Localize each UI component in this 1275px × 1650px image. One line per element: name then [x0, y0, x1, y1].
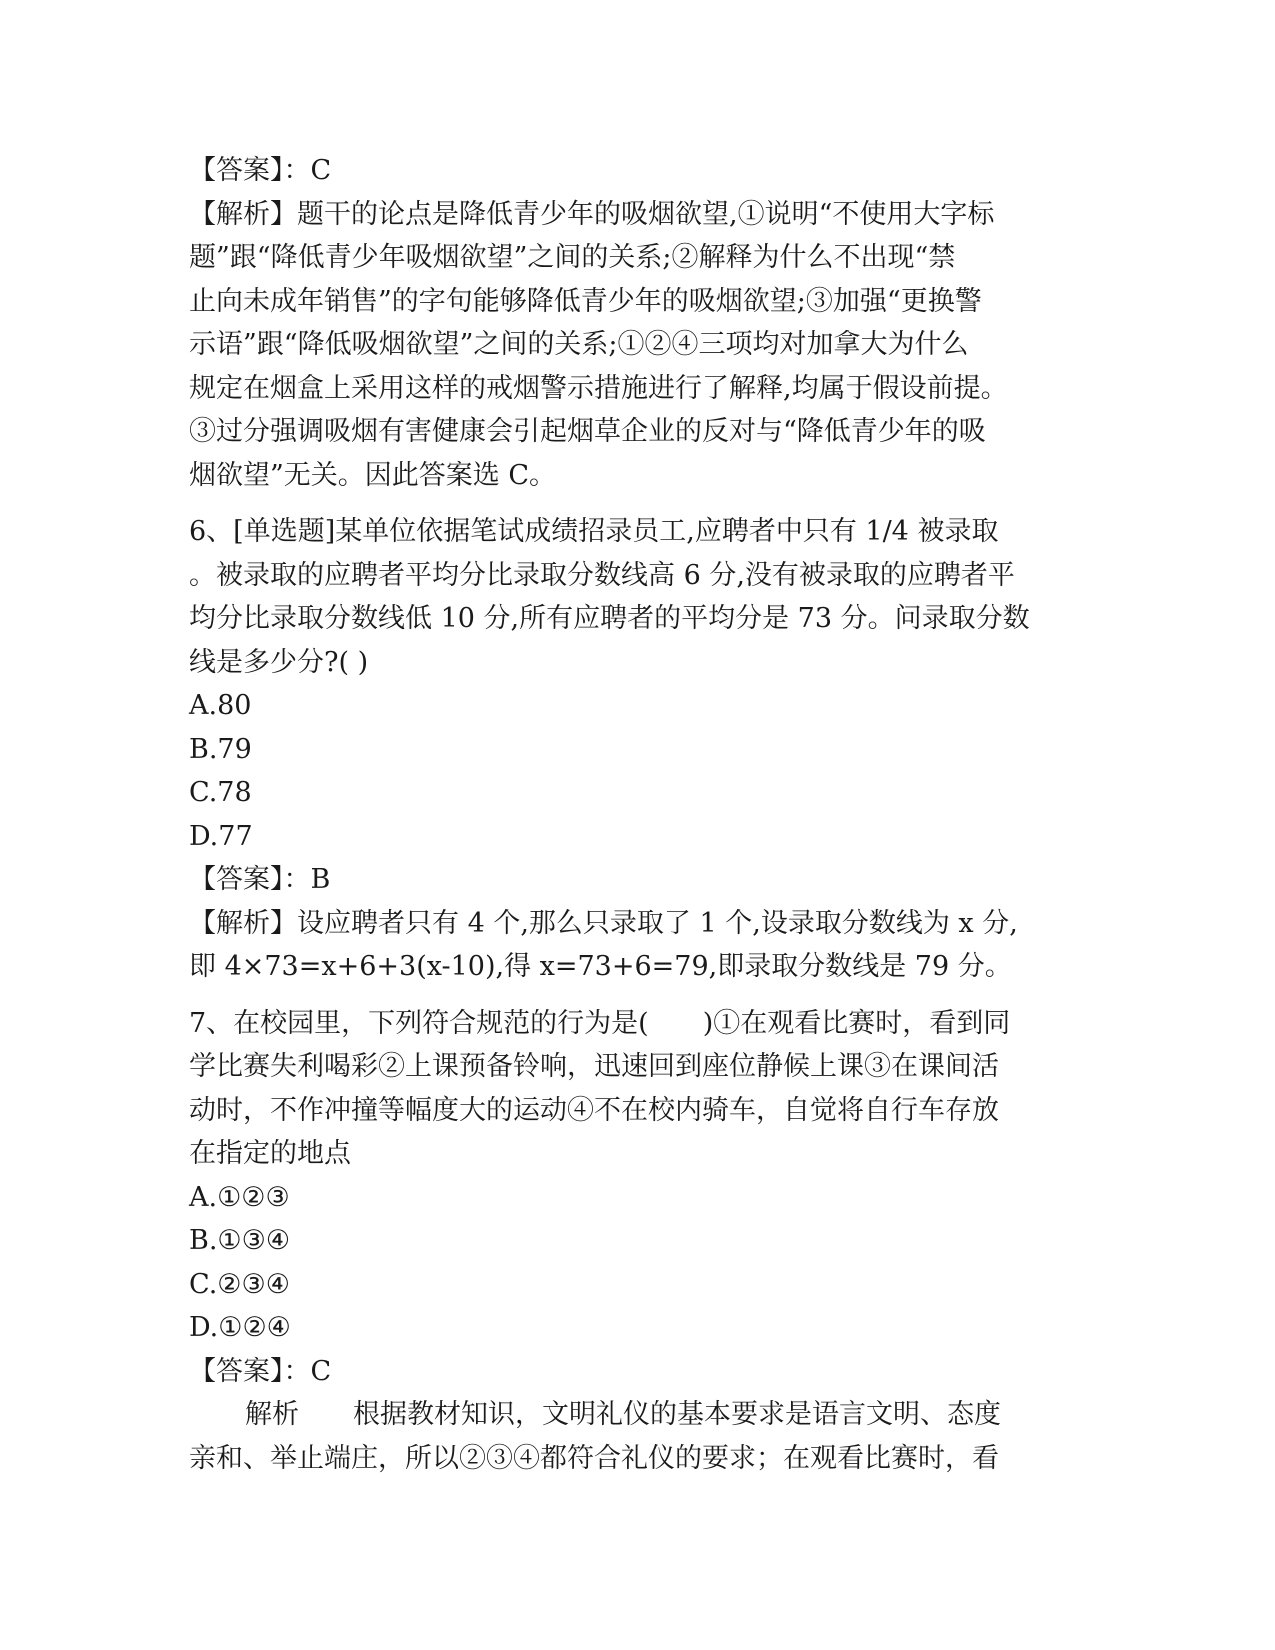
q6-option-c: C.78 — [189, 777, 252, 808]
q5-block — [189, 149, 1084, 497]
q5-analysis-line: 规定在烟盒上采用这样的戒烟警示措施进行了解释,均属于假设前提。 — [189, 372, 1008, 404]
page-content — [189, 149, 1084, 1480]
q6-answer: 【答案】：B — [189, 864, 331, 895]
q5-analysis-line: 止向未成年销售”的字句能够降低青少年的吸烟欲望;③加强“更换警 — [189, 285, 982, 317]
q7-analysis-text: 根据教材知识，文明礼仪的基本要求是语言文明、态度 — [353, 1399, 1001, 1430]
q7-option-d: D.①②④ — [189, 1312, 291, 1343]
q5-analysis-line: 题”跟“降低青少年吸烟欲望”之间的关系;②解释为什么不出现“禁 — [189, 242, 956, 273]
q7-analysis-first-line — [189, 1393, 1084, 1437]
q7-option-b: B.①③④ — [189, 1225, 291, 1256]
q6-option-d: D.77 — [189, 820, 253, 852]
q7-option-c: C.②③④ — [189, 1268, 290, 1300]
q5-analysis-line: ③过分强调吸烟有害健康会引起烟草企业的反对与“降低青少年的吸 — [189, 416, 986, 447]
q6-analysis-line: 【解析】设应聘者只有 4 个,那么只录取了 1 个,设录取分数线为 x 分, — [189, 907, 1018, 939]
q5-analysis-line: 【解析】题干的论点是降低青少年的吸烟欲望,①说明“不使用大字标 — [189, 198, 995, 230]
q7-stem-line: 学比赛失利喝彩②上课预备铃响，迅速回到座位静候上课③在课间活 — [189, 1051, 999, 1082]
q6-option-a: A.80 — [189, 690, 252, 721]
q7-analysis-line: 亲和、举止端庄，所以②③④都符合礼仪的要求；在观看比赛时，看 — [189, 1442, 999, 1474]
q7-answer: 【答案】：C — [189, 1355, 332, 1387]
q6-stem-line: 。被录取的应聘者平均分比录取分数线高 6 分,没有被录取的应聘者平 — [189, 559, 1015, 591]
q6-stem-line: 线是多少分?( ) — [189, 646, 369, 678]
q6-stem-line: 6、[单选题]某单位依据笔试成绩招录员工,应聘者中只有 1/4 被录取 — [189, 516, 999, 547]
q5-analysis-line: 烟欲望”无关。因此答案选 C。 — [189, 459, 557, 491]
q7-stem-line: 动时，不作冲撞等幅度大的运动④不在校内骑车，自觉将自行车存放 — [189, 1094, 999, 1126]
q6-block — [189, 510, 1084, 989]
q5-answer: 【答案】：C — [189, 155, 332, 186]
q7-option-a: A.①②③ — [189, 1181, 290, 1213]
q5-analysis-line: 示语”跟“降低吸烟欲望”之间的关系;①②④三项均对加拿大为什么 — [189, 329, 969, 360]
q6-stem-line: 均分比录取分数线低 10 分,所有应聘者的平均分是 73 分。问录取分数 — [189, 603, 1030, 634]
q7-block — [189, 1002, 1084, 1481]
q6-option-b: B.79 — [189, 733, 252, 765]
q7-stem-line: 在指定的地点 — [189, 1138, 351, 1169]
q7-analysis-label: 解析 — [245, 1399, 299, 1430]
q6-analysis-line: 即 4×73=x+6+3(x-10),得 x=73+6=79,即录取分数线是 79 分。 — [189, 951, 1012, 982]
q7-stem-line: 7、在校园里，下列符合规范的行为是( )①在观看比赛时，看到同 — [189, 1007, 1011, 1039]
